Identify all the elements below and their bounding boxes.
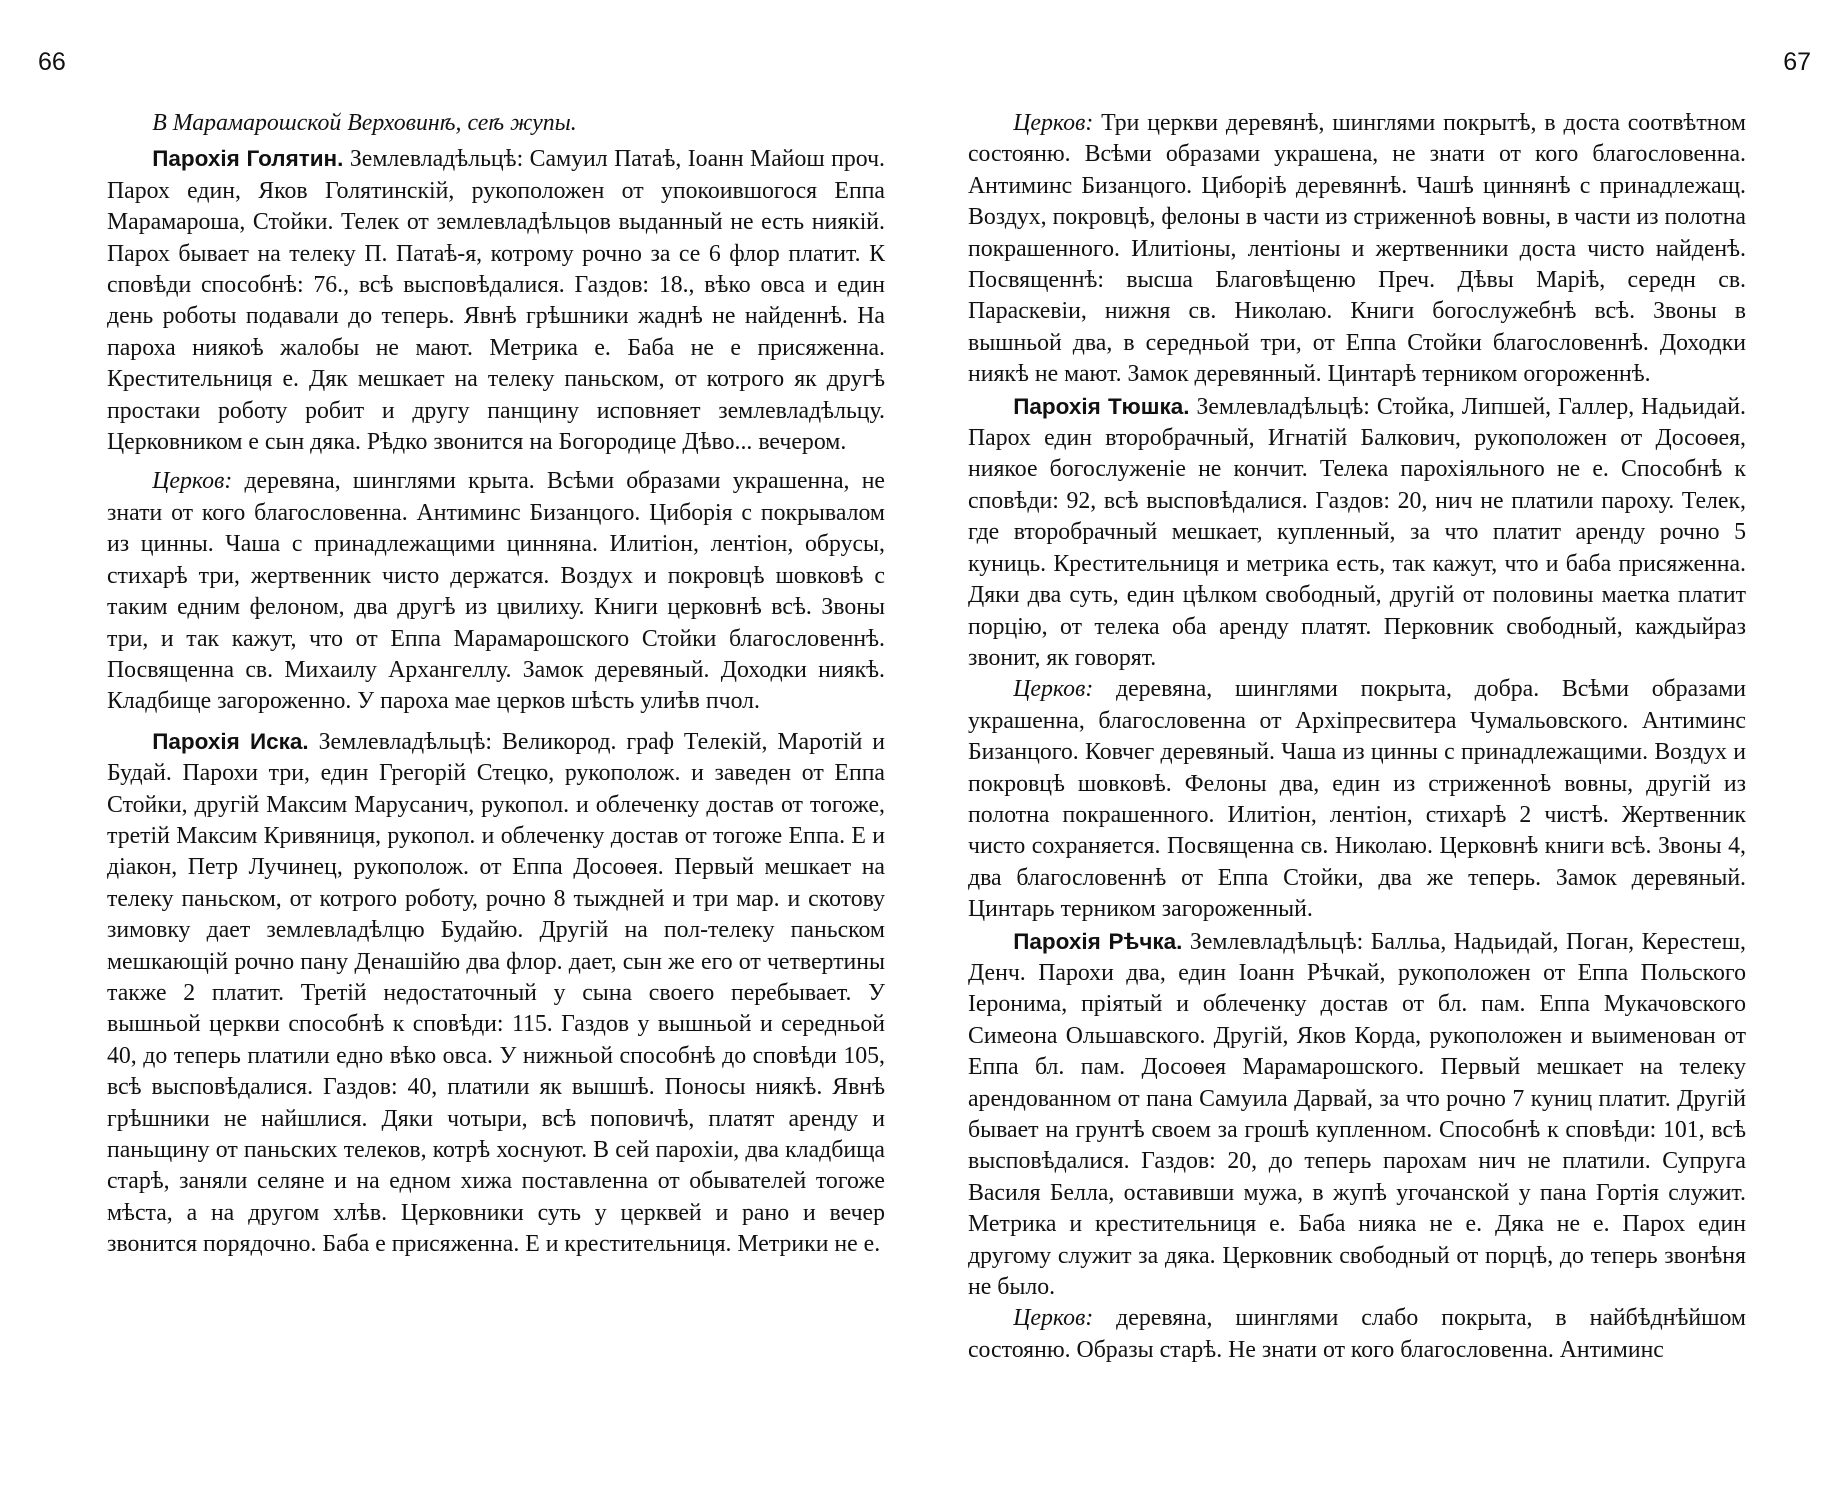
paragraph-text: Землевладѣльцѣ: Великород. граф Телекій, Маротій и Будай. Парохи три, един Грегорій Стецко, рукополож. и заведен от Еппа Стойки, другій Максим Марусанич, рукопол. и облеченку достав от тогоже, третій Максим Кривяниця, рукопол. и облеченку достав от тогоже Еппа. Е и діакон, Петр Лучинец, рукополож. от Еппа Досоѳея. Первый мешкает на телеку паньском, от котрого роботу, рочно 8 тыждней и три мар. и скотову зимовку дает землевладѣлцю Будайю. Другій на пол-телеку паньском мешкающій рочно пану Денашійю два флор. дает, сын же его от четвертины также 2 платит. Третій недостаточный у сына своего перебывает. У вышньой церкви способнѣ к сповѣди: 115. Газдов у вышньой и середньой 40, до теперь платили едно вѣко овса. У нижньой способнѣ до сповѣди 105, всѣ высповѣдалися. Газдов: 40, платили як вышшѣ. Поносы ниякѣ. Явнѣ грѣшники не найшлися. Дяки чотыри, всѣ поповичѣ, платят аренду и паньщину от паньских телеков, котрѣ хоснуют. В сей парохіи, два кладбища старѣ, заняли селяне и на едном хижа поставленна от обывателей тогоже мѣста, а на другом хлѣв. Церковники суть у церквей и рано и вечер звонится порядочно. Баба е присяженна. Е и крестительниця. Метрики не е. — [107, 728, 885, 1258]
left-page-text — [107, 108, 885, 1261]
church-paragraph — [968, 674, 1746, 925]
parish-paragraph-tyushka — [968, 391, 1746, 675]
section-heading: В Марамарошской Верховинѣ, сеѣ жупы. — [152, 110, 577, 136]
paragraph-text: Три церкви деревянѣ, шинглями покрытѣ, в доста соотвѣтном состояню. Всѣми образами украшена, не знати от кого благословенна. Антиминс Бизанцого. Циборіѣ деревяннѣ. Чашѣ циннянѣ с принадлежащ. Воздух, покровцѣ, фелоны в части из стриженноѣ вовны, в части из полотна покрашенного. Илитіоны, лентіоны и жертвенники доста чисто найденѣ. Посвященнѣ: высша Благовѣщеню Преч. Дѣвы Маріѣ, середн св. Параскевіи, нижня св. Николаю. Книги богослужебнѣ всѣ. Звоны в вышньой два, в середньой три, от Еппа Стойки благословеннѣ. Доходки ниякѣ не мают. Замок деревянный. Цинтарѣ терником огороженнѣ. — [968, 110, 1746, 388]
parish-name: Парохія Иска. — [152, 728, 309, 754]
parish-name: Парохія Рѣчка. — [1013, 928, 1183, 954]
page-number: 67 — [1783, 48, 1811, 76]
church-label: Церков: — [1013, 110, 1094, 136]
church-paragraph — [968, 1303, 1746, 1366]
church-paragraph — [107, 466, 885, 717]
parish-paragraph-golyatin — [107, 143, 885, 458]
paragraph-text: Землевладѣльцѣ: Самуил Патаѣ, Іоанн Майош проч. Парох един, Яков Голятинскій, рукоположен от упокоившогося Еппа Марамароша, Стойки. Телек от землевладѣльцов выданный не есть ниякій. Парох бывает на телеку П. Патаѣ-я, котрому рочно за се 6 флор платит. К сповѣди способнѣ: 76., всѣ высповѣдалися. Газдов: 18., вѣко овса и един день роботы подавали до теперь. Явнѣ грѣшники жаднѣ не найденнѣ. На пароха ниякоѣ жалобы не мают. Метрика е. Баба не е присяженна. Крестительниця е. Дяк мешкает на телеку паньском, от котрого як другѣ простаки роботу робит и другу панщину исповняет землевладѣльцу. Церковником е сын дяка. Рѣдко звонится на Богородице Дѣво... вечером. — [107, 146, 885, 456]
paragraph-text: деревяна, шинглями покрыта, добра. Всѣми образами украшенна, благословенна от Архіпресвитера Чумальовского. Антиминс Бизанцого. Ковчег деревяный. Чаша из цинны с принадлежащими. Воздух и покровцѣ шовковѣ. Фелоны два, един из стриженноѣ вовны, другій из полотна покрашенного. Илитіон, лентіон, стихарѣ 2 чистѣ. Жертвенник чисто сохраняется. Посвященна св. Николаю. Церковнѣ книги всѣ. Звоны 4, два благословеннѣ от Еппа Стойки, два же теперь. Замок деревяный. Цинтарь терником загороженный. — [968, 676, 1746, 923]
parish-name: Парохія Тюшка. — [1013, 393, 1190, 419]
paragraph-text: деревяна, шинглями слабо покрыта, в найбѣднѣйшом состояню. Образы старѣ. Не знати от кого благословенна. Антиминс — [968, 1305, 1746, 1363]
church-paragraph — [968, 108, 1746, 391]
paragraph-text: деревяна, шинглями крыта. Всѣми образами украшенна, не знати от кого благословенна. Антиминс Бизанцого. Циборія с покрывалом из цинны. Чаша с принадлежащими цинняна. Илитіон, лентіон, обрусы, стихарѣ три, жертвенник чисто держатся. Воздух и покровцѣ шовковѣ с таким едним фелоном, два другѣ из цвилиху. Книги церковнѣ всѣ. Звоны три, и так кажут, что от Еппа Марамарошского Стойки благословеннѣ. Посвященна св. Михаилу Архангеллу. Замок деревяный. Доходки ниякѣ. Кладбище загороженно. У пароха мае церков шѣсть улиѣв пчол. — [107, 468, 885, 715]
church-label: Церков: — [152, 468, 233, 495]
paragraph-text: Землевладѣльцѣ: Стойка, Липшей, Галлер, Надьидай. Парох един второбрачный, Игнатій Балкович, рукоположен от Досоѳея, ниякое богослуженіе не кончит. Телека парохіяльного не е. Способнѣ к сповѣди: 92, всѣ высповѣдалися. Газдов: 20, нич не платили пароху. Телек, где второбрачный мешкает, купленный, за что платит аренду рочно 5 куниць. Крестительниця и метрика есть, так кажут, что и баба присяженна. Дяки два суть, един цѣлком свободный, другій от половины маетка платит порцію, от телека оба аренду платят. Перковник свободный, каждыйраз звонит, як говорят. — [968, 393, 1746, 671]
parish-paragraph-iska — [107, 726, 885, 1261]
paragraph-text: Землевладѣльцѣ: Балльа, Надьидай, Поган, Керестеш, Денч. Парохи два, един Іоанн Рѣчкай, рукоположен от Еппа Польского Іеронима, пріятый и облеченку достав от бл. пам. Еппа Мукачовского Симеона Ольшавского. Другій, Яков Корда, рукоположен и выименован от Еппа бл. пам. Досоѳея Марамарошского. Первый мешкает на телеку арендованном от пана Самуила Дарвай, за что рочно 7 куниц платит. Другій бывает на грунтѣ своем за грошѣ купленном. Способнѣ к сповѣди: 101, всѣ высповѣдалися. Газдов: 20, до теперь парохам нич не платили. Супруга Василя Белла, оставивши мужа, в жупѣ угочанской у пана Гортія служит. Метрика и крестительниця е. Баба нияка не е. Дяка не е. Парох един другому служит за дяка. Церковник свободный от порцѣ, до теперь звонѣня не было. — [968, 928, 1746, 1301]
right-page — [923, 0, 1846, 1500]
right-page-text — [968, 108, 1746, 1366]
parish-name: Парохія Голятин. — [152, 146, 344, 172]
church-label: Церков: — [1013, 676, 1094, 703]
parish-paragraph-rechka — [968, 926, 1746, 1304]
church-label: Церков: — [1013, 1305, 1094, 1332]
page-number: 66 — [38, 48, 66, 76]
